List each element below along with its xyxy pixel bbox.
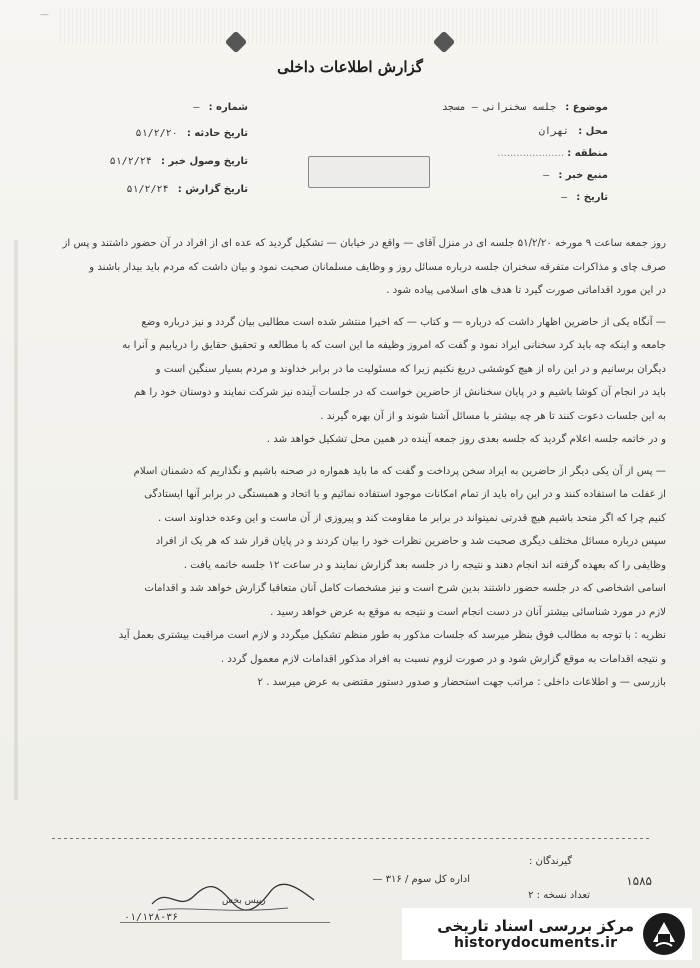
field-grade [561,192,608,203]
recipients [529,856,572,867]
archive-document-icon [642,912,686,956]
file-number: ۰۱/۱۲۸-۳۶ [124,912,179,923]
field-receipt-date [110,156,248,167]
scan-header-noise [60,8,660,44]
copies [528,890,590,901]
corner-mark: — [40,10,49,20]
copies-value: ۲ [528,890,534,901]
body-line: — پس از آن یکی دیگر از حاضرین به ایراد سخن پرداخت و گفت که ما باید همواره در صحنه باشیم و نگذاریم که دشمنان اسلام [133,465,666,477]
document-title: گزارش اطلاعات داخلی [277,58,423,76]
report-date-value: ۵۱/۲/۲۴ [126,184,169,195]
field-report-date [126,184,248,195]
body-line: باید در انجام آن کوشا باشیم و در پایان سخنانش از حاضرین خواست که در جلسات آینده نیز شرکت نمایند و دوستان خود را هم [134,387,666,398]
body-line: کنیم چرا که اگر متحد باشیم هیچ قدرتی نمیتواند در برابر ما مقاومت کند و پیروزی از آن ماست و این وعده خداوند است . [157,512,666,524]
number-label: شماره : [208,102,248,113]
report-date-label: تاریخ گزارش : [177,184,248,195]
region-dots: ..................... [497,148,565,159]
location-value: تهران [538,126,569,137]
body-line: اسامی اشخاصی که در جلسه حضور داشتند بدین شرح است و نیز مشخصات کامل آنان متعاقبا گزارش خواهد شد و اقدامات [144,583,666,594]
number-value: — [193,102,200,113]
body-line: لازم در مورد شناسائی بیشتر آنان در دست انجام است و نتیجه به موقع به عرض خواهد رسید . [270,606,666,618]
redacted-stamp-box [308,156,430,188]
body-line: سپس درباره مسائل مختلف دیگری صحبت شد و حاضرین نظرات خود را بیان کردند و در پایان قرار شد که هر یک از افراد [155,536,666,547]
body-line: صرف چای و مذاکرات متفرقه سخنران جلسه درباره مسائل روز و وظایف مسلمانان صحبت نمود و بیان داشت که مردم باید بیدار باشند و [89,261,666,273]
body-line: و نتیجه اقدامات به موقع گزارش شود و در صورت لزوم نسبت به افراد مذکور اقدامات لازم معمول گردد . [220,653,666,665]
body-line: و در خاتمه جلسه اعلام گردید که جلسه بعدی روز جمعه آینده در همین محل تشکیل خواهد شد . [266,434,666,445]
body-line: دیگران برسانیم و در این راه از هیچ کوششی دریغ نکنیم زیرا که مسئولیت ما در برابر خداوند و مردم بسیار سنگین است و [155,363,666,375]
body-line: جامعه و اینکه چه باید کرد سخنانی ایراد نمود و گفت که امروز وظیفه ما این است که با مطالعه و تحقیق حقایق را دریابیم و آنرا به [122,340,666,351]
field-subject [442,102,608,113]
field-number [193,102,248,113]
field-location [539,126,608,137]
watermark-text [437,917,634,951]
informant-label: منبع خبر : [558,170,608,181]
archive-watermark [402,908,692,960]
subject-label: موضوع : [565,102,608,113]
receipt-date-label: تاریخ وصول خبر : [160,156,248,167]
body-line: در این مورد اقداماتی صورت گیرد تا هدف های اسلامی پیاده شود . [386,285,666,296]
location-label: محل : [578,126,608,137]
footer-divider [52,838,652,839]
body-line: از غفلت ما استفاده کنند و در این راه باید از تمام امکانات موجود استفاده نمائیم و با اتحاد و همبستگی در برابر آنها ایستادگی [144,489,666,500]
copies-label: تعداد نسخه : [536,890,590,901]
recipients-value: اداره کل سوم / ۳۱۶ — [372,874,470,885]
body-line: نظریه : با توجه به مطالب فوق بنظر میرسد که جلسات مذکور به طور منظم تشکیل میگردد و لازم است مراقبت بیشتری بعمل آید [118,630,666,641]
body-line: وظایفی را که بعهده گرفته اند انجام دهند و نتیجه را در جلسه بعد گزارش نمایند و در ساعت ۱۲ جلسه خاتمه یافت . [183,559,666,571]
body-line: — آنگاه یکی از حاضرین اظهار داشت که درباره — و کتاب — که اخیرا منتشر شده است مطالبی بیان گردد و نیز درباره وضع [141,316,666,328]
body-line: بازرسی — و اطلاعات داخلی : مراتب جهت استحضار و صدور دستور مقتضی به عرض میرسد . ۲ [257,677,666,688]
body-line: روز جمعه ساعت ۹ مورخه ۵۱/۲/۲۰ جلسه ای در منزل آقای — واقع در خیابان — تشکیل گردید که عده ای از افراد در آن حضور داشتند و پس از [62,238,666,249]
field-informant [543,170,608,181]
receipt-date-value: ۵۱/۲/۲۴ [109,156,152,167]
scan-smudge [14,240,18,800]
field-event-date [136,128,248,139]
handwritten-number: ۱۵۸۵ [626,874,652,888]
informant-value: — [543,170,550,181]
report-body [36,232,666,695]
signature-note: رییس بخش [222,896,266,906]
body-line: به این جلسات دعوت کنند تا هر چه بیشتر با مسائل آشنا شوند و از آن بهره گیرند . [320,410,666,422]
grade-label: تاریخ : [576,192,608,203]
region-label: منطقه : [567,148,608,159]
watermark-url: historydocuments.ir [454,935,618,951]
event-date-label: تاریخ حادثه : [186,128,248,139]
recipients-label: گیرندگان : [528,856,572,867]
event-date-value: ۵۱/۲/۲۰ [135,128,178,139]
watermark-title: مرکز بررسی اسناد تاریخی [437,917,634,935]
field-region [497,148,608,159]
subject-value: جلسه سخنرانی — مسجد [441,102,557,113]
grade-value: — [561,192,568,203]
